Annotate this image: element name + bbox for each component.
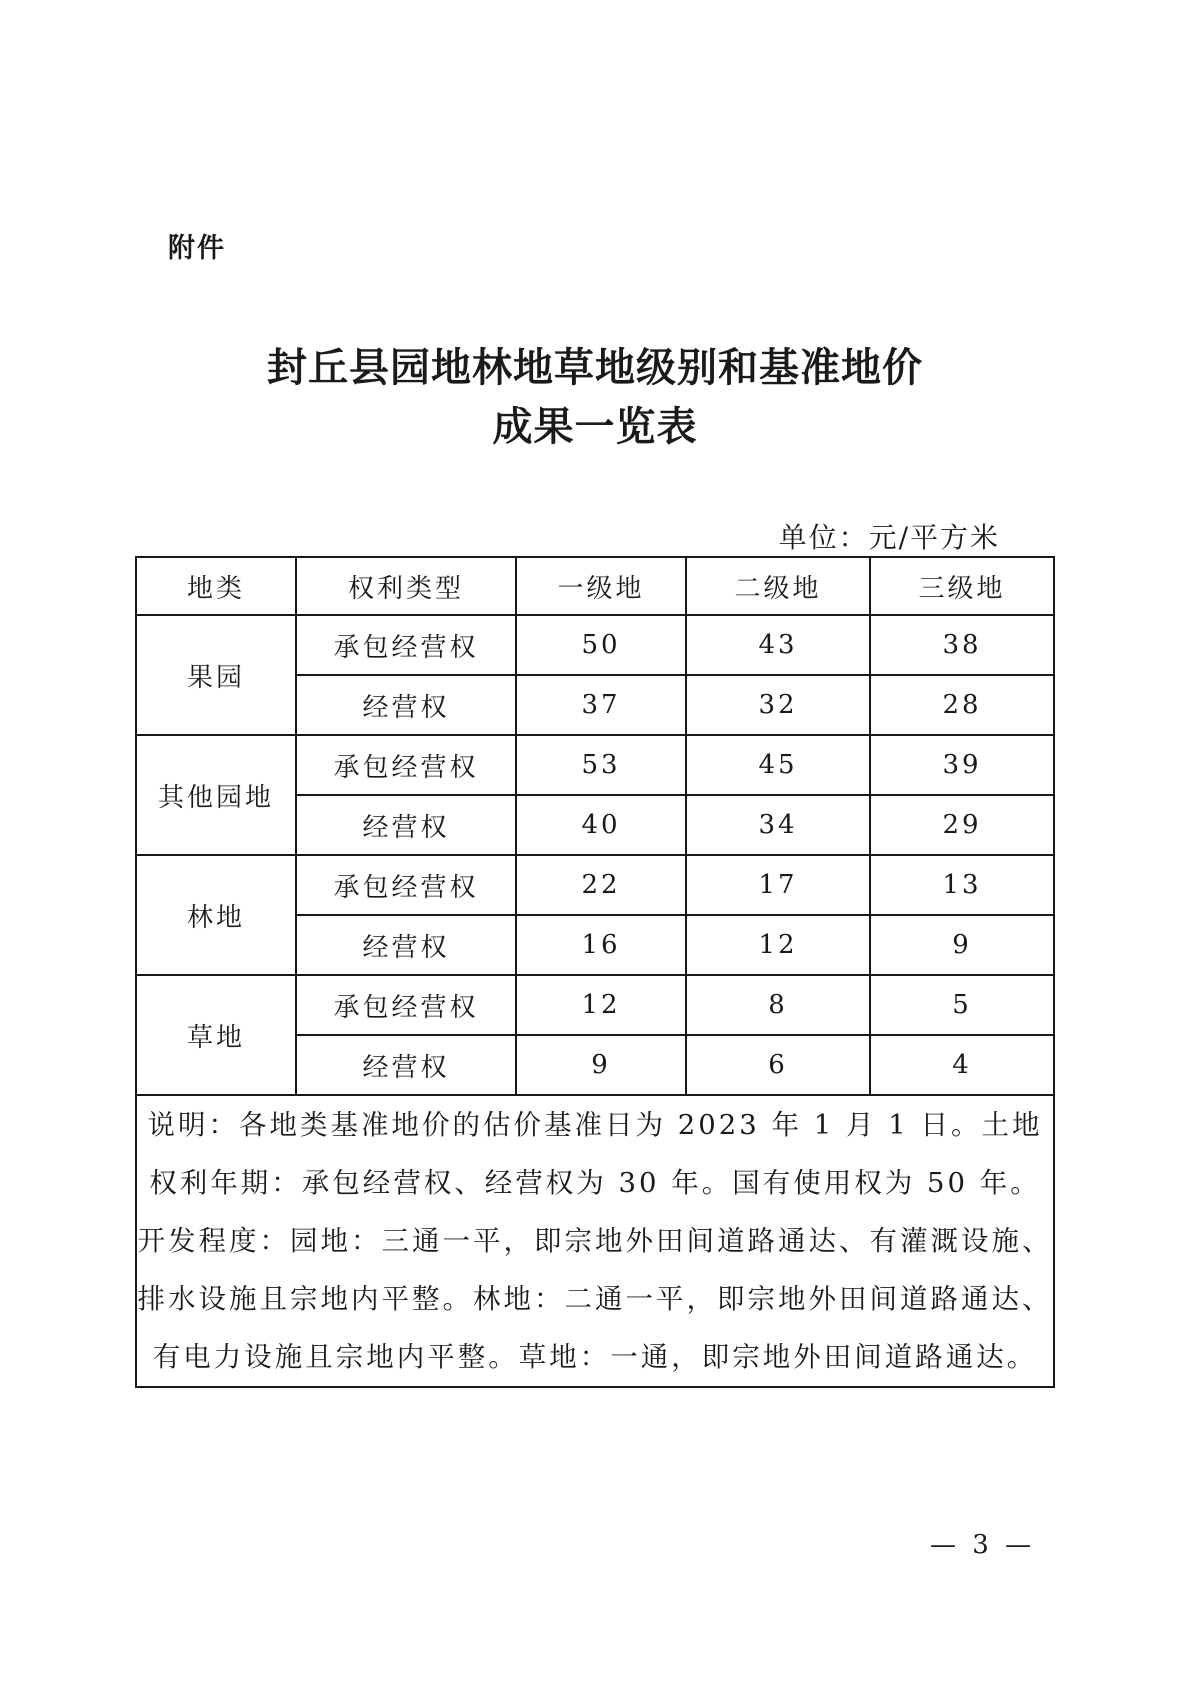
grade-2-price: 34 — [686, 795, 870, 855]
right-type-cell: 经营权 — [296, 1035, 516, 1095]
grade-3-price: 39 — [870, 735, 1054, 795]
grade-2-price: 12 — [686, 915, 870, 975]
unit-label: 单位：元/平方米 — [778, 521, 1000, 554]
grade-1-price: 16 — [516, 915, 686, 975]
grade-1-price: 50 — [516, 615, 686, 675]
grade-3-price: 9 — [870, 915, 1054, 975]
grade-3-price: 38 — [870, 615, 1054, 675]
right-type-cell: 经营权 — [296, 675, 516, 735]
grade-3-price: 13 — [870, 855, 1054, 915]
grade-2-price: 6 — [686, 1035, 870, 1095]
grade-1-price: 37 — [516, 675, 686, 735]
right-type-cell: 承包经营权 — [296, 735, 516, 795]
table-row — [136, 735, 1054, 795]
category-cell: 草地 — [136, 975, 296, 1095]
table-note: 说明：各地类基准地价的估价基准日为 2023 年 1 月 1 日。土地权利年期：承包经营权、经营权为 30 年。国有使用权为 50 年。开发程度：园地：三通一平，即宗地外田间道路通达、有灌溉设施、排水设施且宗地内平整。林地：二通一平，即宗地外田间道路通达、有电力设施且宗地内平整。草地：一通，即宗地外田间道路通达。 — [136, 1095, 1054, 1387]
header-grade-3: 三级地 — [870, 557, 1054, 615]
right-type-cell: 经营权 — [296, 915, 516, 975]
grade-2-price: 17 — [686, 855, 870, 915]
document-title-line-1: 封丘县园地林地草地级别和基准地价 — [267, 344, 923, 391]
header-grade-2: 二级地 — [686, 557, 870, 615]
header-land-type: 地类 — [136, 557, 296, 615]
table-header-row — [136, 557, 1054, 615]
right-type-cell: 经营权 — [296, 795, 516, 855]
grade-3-price: 5 — [870, 975, 1054, 1035]
grade-1-price: 53 — [516, 735, 686, 795]
category-cell: 林地 — [136, 855, 296, 975]
grade-3-price: 28 — [870, 675, 1054, 735]
land-price-table — [135, 556, 1055, 1388]
grade-1-price: 22 — [516, 855, 686, 915]
grade-2-price: 45 — [686, 735, 870, 795]
grade-2-price: 8 — [686, 975, 870, 1035]
table-row — [136, 975, 1054, 1035]
grade-1-price: 12 — [516, 975, 686, 1035]
table-row — [136, 855, 1054, 915]
note-row — [136, 1095, 1054, 1387]
grade-1-price: 9 — [516, 1035, 686, 1095]
right-type-cell: 承包经营权 — [296, 975, 516, 1035]
page-number: — 3 — — [930, 1530, 1036, 1560]
right-type-cell: 承包经营权 — [296, 855, 516, 915]
header-right-type: 权利类型 — [296, 557, 516, 615]
grade-3-price: 4 — [870, 1035, 1054, 1095]
attachment-label: 附件 — [168, 233, 226, 264]
category-cell: 其他园地 — [136, 735, 296, 855]
table-row — [136, 615, 1054, 675]
category-cell: 果园 — [136, 615, 296, 735]
document-title-line-2: 成果一览表 — [492, 403, 698, 450]
grade-3-price: 29 — [870, 795, 1054, 855]
header-grade-1: 一级地 — [516, 557, 686, 615]
right-type-cell: 承包经营权 — [296, 615, 516, 675]
grade-2-price: 32 — [686, 675, 870, 735]
grade-1-price: 40 — [516, 795, 686, 855]
grade-2-price: 43 — [686, 615, 870, 675]
